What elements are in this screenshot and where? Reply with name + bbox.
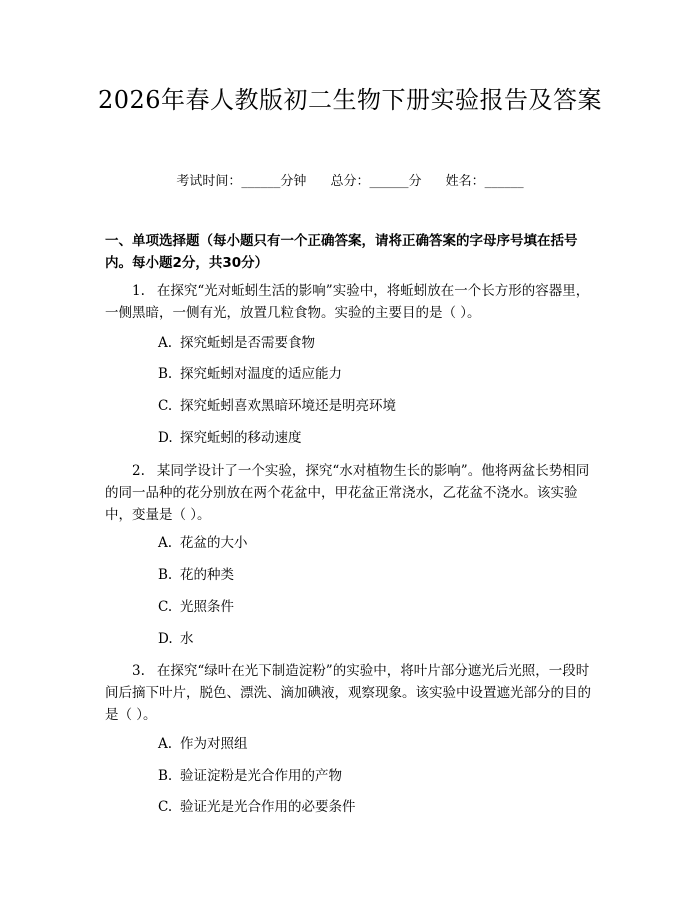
total-score-field: 总分：______分	[330, 174, 422, 189]
document-title: 2026年春人教版初二生物下册实验报告及答案	[97, 86, 603, 114]
option-text: 探究蚯蚓是否需要食物	[180, 335, 315, 351]
option-text: 花的种类	[180, 567, 234, 583]
option-text: 水	[180, 631, 194, 647]
option-text: 验证淀粉是光合作用的产物	[180, 768, 342, 784]
option-2d	[158, 629, 194, 649]
option-letter: C.	[158, 599, 173, 615]
question-number: 2.	[132, 463, 145, 479]
question-stem: 在探究“光对蚯蚓生活的影响”实验中，将蚯蚓放在一个长方形的容器里，一侧黑暗，一侧有光，放置几粒食物。实验的主要目的是（ ）。	[105, 283, 590, 321]
option-text: 验证光是光合作用的必要条件	[180, 799, 356, 815]
option-2c	[158, 597, 234, 617]
option-text: 探究蚯蚓的移动速度	[180, 430, 302, 446]
option-text: 花盆的大小	[180, 535, 248, 551]
option-text: 探究蚯蚓喜欢黑暗环境还是明亮环境	[180, 398, 396, 414]
option-letter: A.	[158, 736, 173, 752]
question-stem: 在探究“绿叶在光下制造淀粉”的实验中，将叶片部分遮光后光照，一段时间后摘下叶片，脱色、漂洗、滴加碘液，观察现象。该实验中设置遮光部分的目的是（ ）。	[105, 663, 591, 723]
student-name-field: 姓名：______	[445, 174, 524, 189]
option-1c	[158, 396, 396, 416]
question-2	[105, 460, 600, 526]
option-letter: D.	[158, 430, 173, 446]
option-letter: B.	[158, 366, 173, 382]
question-3	[105, 660, 600, 726]
option-1b	[158, 364, 342, 384]
option-2a	[158, 533, 248, 553]
option-1d	[158, 428, 302, 448]
question-number: 3.	[132, 663, 145, 679]
section-header: 一、单项选择题（每小题只有一个正确答案，请将正确答案的字母序号填在括号内。每小题2分，共30分）	[105, 233, 578, 271]
question-number: 1.	[132, 283, 145, 299]
option-letter: B.	[158, 567, 173, 583]
question-1	[105, 280, 600, 324]
question-stem: 某同学设计了一个实验，探究“水对植物生长的影响”。他将两盆长势相同的同一品种的花分别放在两个花盆中，甲花盆正常浇水，乙花盆不浇水。该实验中，变量是（ ）。	[105, 463, 590, 523]
exam-time-field: 考试时间：______分钟	[176, 174, 307, 189]
option-letter: D.	[158, 631, 173, 647]
option-text: 光照条件	[180, 599, 234, 615]
option-1a	[158, 333, 315, 353]
option-2b	[158, 565, 234, 585]
option-3b	[158, 766, 342, 786]
option-letter: B.	[158, 768, 173, 784]
option-3a	[158, 734, 248, 754]
option-text: 探究蚯蚓对温度的适应能力	[180, 366, 342, 382]
option-letter: A.	[158, 335, 173, 351]
option-letter: C.	[158, 398, 173, 414]
exam-info-line	[0, 170, 700, 189]
option-text: 作为对照组	[180, 736, 248, 752]
option-letter: A.	[158, 535, 173, 551]
option-letter: C.	[158, 799, 173, 815]
option-3c	[158, 797, 356, 817]
